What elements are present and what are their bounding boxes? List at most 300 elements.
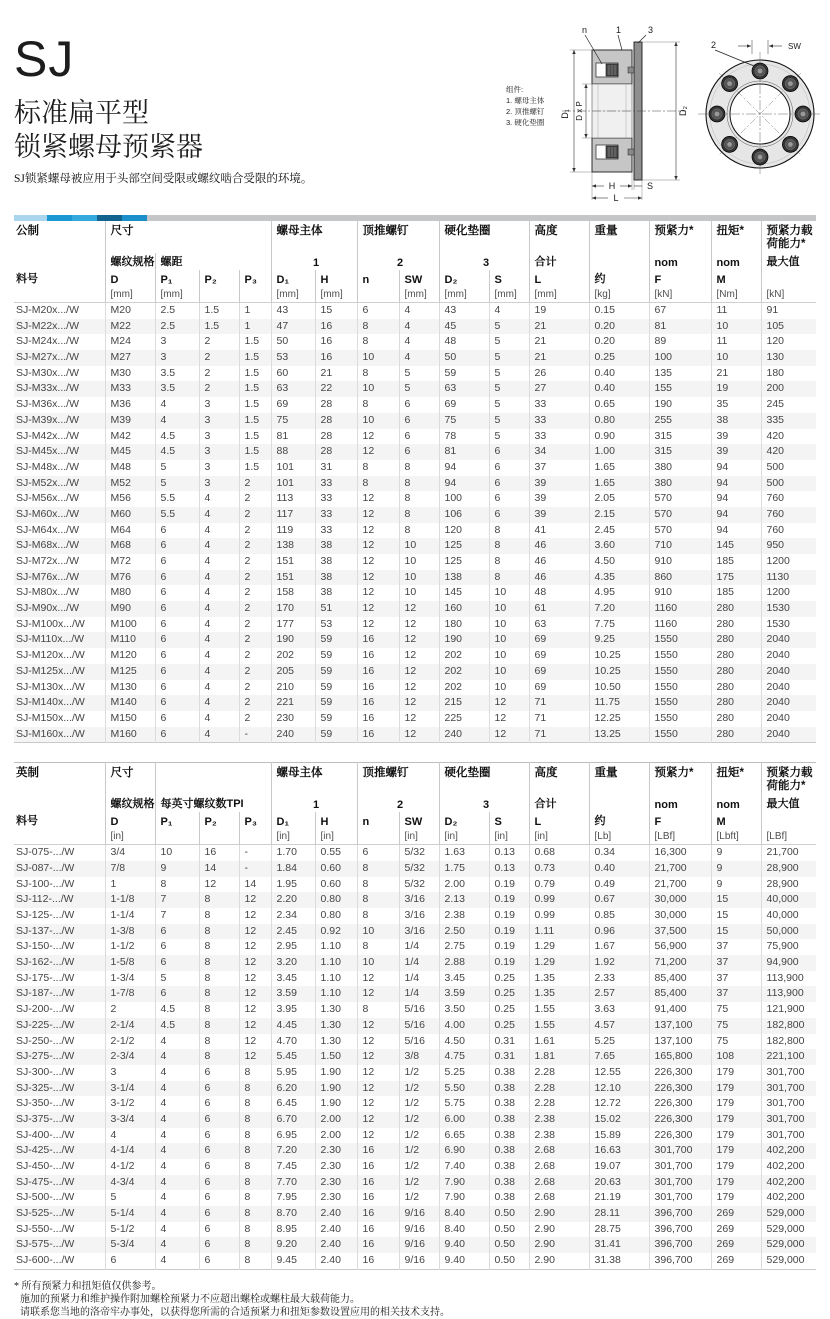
cell: 6 (155, 924, 199, 940)
sub-nom: nom (649, 253, 711, 270)
table-row (14, 892, 816, 908)
cell: M130 (105, 680, 155, 696)
cell: 2 (239, 648, 271, 664)
cell: 30,000 (649, 908, 711, 924)
cell: 1-3/8 (105, 924, 155, 940)
cell: 19.07 (589, 1159, 649, 1175)
cell: 89 (649, 334, 711, 350)
cell: 1200 (761, 554, 816, 570)
cell: 151 (271, 554, 315, 570)
cell: 240 (271, 727, 315, 743)
cell: 60 (271, 366, 315, 382)
cell: 1.30 (315, 1018, 357, 1034)
cell: 75 (711, 1034, 761, 1050)
cell: 46 (529, 538, 589, 554)
cell: 420 (761, 429, 816, 445)
cell: 6 (357, 303, 399, 319)
cell: 108 (711, 1049, 761, 1065)
col-P1: P₁ (155, 812, 199, 829)
cell: M24 (105, 334, 155, 350)
cell: 113,900 (761, 971, 816, 987)
cell: 4 (199, 523, 239, 539)
cell: 59 (439, 366, 489, 382)
sub-pitch: 螺距 (155, 253, 271, 270)
cell: 9.40 (439, 1237, 489, 1253)
cell: 0.38 (489, 1175, 529, 1191)
cell: 179 (711, 1065, 761, 1081)
cell: 12 (489, 727, 529, 743)
cell: 4 (199, 648, 239, 664)
cell: 2.40 (315, 1222, 357, 1238)
cell: 6 (199, 1175, 239, 1191)
cell: 0.73 (529, 861, 589, 877)
cell: 0.19 (489, 908, 529, 924)
cell: 1/2 (399, 1081, 439, 1097)
cell: 1.35 (529, 971, 589, 987)
table-row (14, 695, 816, 711)
cell: 81 (271, 429, 315, 445)
col-D1: D₁ (271, 812, 315, 829)
cell: 39 (711, 444, 761, 460)
col-L: L (529, 270, 589, 287)
cell: 67 (649, 303, 711, 319)
cell: 2.68 (529, 1159, 589, 1175)
cell: 2.5 (155, 303, 199, 319)
cell: M22 (105, 319, 155, 335)
cell: M160 (105, 727, 155, 743)
cell: 12 (489, 711, 529, 727)
cell: 10 (399, 570, 439, 586)
cell: 0.25 (489, 1002, 529, 1018)
cell: 3 (155, 350, 199, 366)
cell: M72 (105, 554, 155, 570)
diagram-label-sw: SW (788, 42, 801, 51)
cell: 12.25 (589, 711, 649, 727)
unit: [in] (399, 829, 439, 845)
cell: 59 (315, 664, 357, 680)
cell: SJ-M27x.../W (16, 351, 80, 364)
sub-nom: nom (711, 795, 761, 812)
cell: 6.70 (271, 1112, 315, 1128)
table-row (14, 908, 816, 924)
cell: 8 (357, 1002, 399, 1018)
cell: 1.90 (315, 1065, 357, 1081)
sub-tpi: 每英寸螺纹数TPI (155, 795, 271, 812)
cell: 0.80 (589, 413, 649, 429)
sub-item-2: 2 (357, 253, 439, 270)
cell: 151 (271, 570, 315, 586)
cell: 100 (439, 491, 489, 507)
cell: 5 (489, 413, 529, 429)
table-row (14, 350, 816, 366)
cell: 12 (357, 507, 399, 523)
cell: 5/32 (399, 877, 439, 893)
cell: 3.20 (271, 955, 315, 971)
cell: 120 (761, 334, 816, 350)
cell: 1.29 (529, 955, 589, 971)
cell: 177 (271, 617, 315, 633)
cell: 2.90 (529, 1206, 589, 1222)
cell: 63 (439, 381, 489, 397)
cell: 6 (199, 1128, 239, 1144)
cell: 38 (315, 554, 357, 570)
cell: 5-1/2 (105, 1222, 155, 1238)
cell: SJ-M120x.../W (16, 649, 85, 662)
cell: 4 (199, 695, 239, 711)
cell: 43 (271, 303, 315, 319)
cell: 6 (155, 648, 199, 664)
cell: SJ-M110x.../W (16, 633, 85, 646)
cell: 6 (155, 538, 199, 554)
cell: 6 (155, 617, 199, 633)
cell: 402,200 (761, 1143, 816, 1159)
cell: 0.85 (589, 908, 649, 924)
cell: 145 (711, 538, 761, 554)
cell: 4 (199, 632, 239, 648)
table-row (14, 632, 816, 648)
table-row (14, 1190, 816, 1206)
cell: 2 (199, 350, 239, 366)
cell: 2.34 (271, 908, 315, 924)
cell: SJ-500-.../W (16, 1191, 75, 1204)
sub-thread-spec: 螺纹规格 (105, 795, 155, 812)
cell: 280 (711, 632, 761, 648)
cell: 6.45 (271, 1096, 315, 1112)
cell: 301,700 (649, 1175, 711, 1191)
cell: SJ-175-.../W (16, 971, 75, 984)
cell: 59 (315, 711, 357, 727)
cell: 380 (649, 476, 711, 492)
cell: 12 (357, 1049, 399, 1065)
group-capacity: 预紧力载荷能力* (761, 763, 816, 796)
cell: 1/2 (399, 1143, 439, 1159)
unit: [kg] (589, 287, 649, 303)
cell: 6 (199, 1253, 239, 1269)
cell: SJ-M80x.../W (16, 586, 80, 599)
cell: 6 (399, 429, 439, 445)
cell: 100 (649, 350, 711, 366)
cell: 16 (315, 334, 357, 350)
cell: SJ-M100x.../W (16, 617, 85, 630)
cell: 37,500 (649, 924, 711, 940)
cell: SJ-350-.../W (16, 1097, 75, 1110)
cell: 38 (315, 585, 357, 601)
cell: 0.38 (489, 1128, 529, 1144)
cell: 3/8 (399, 1049, 439, 1065)
group-size: 尺寸 (105, 221, 271, 253)
cell: 59 (315, 648, 357, 664)
cell: 75 (711, 1002, 761, 1018)
unit: [mm] (315, 287, 357, 303)
cell: 8 (357, 939, 399, 955)
table-row (14, 680, 816, 696)
col-H: H (315, 812, 357, 829)
cell: 12 (357, 570, 399, 586)
cell: 37 (711, 955, 761, 971)
cell: 12 (399, 711, 439, 727)
cell: 1.55 (529, 1002, 589, 1018)
diagram-label-1: 1 (616, 25, 622, 35)
cell: 16.63 (589, 1143, 649, 1159)
col-S: S (489, 270, 529, 287)
cell: 10.25 (589, 648, 649, 664)
cell: 12 (357, 538, 399, 554)
cell: 202 (439, 680, 489, 696)
cell: SJ-M24x.../W (16, 335, 80, 348)
cell: 6 (155, 695, 199, 711)
cell: 6 (155, 601, 199, 617)
cell: 59 (315, 695, 357, 711)
cell: 0.20 (589, 319, 649, 335)
cell: 11.75 (589, 695, 649, 711)
cell: 94 (439, 476, 489, 492)
cell: SJ-112-.../W (16, 893, 74, 906)
cell: 8 (239, 1175, 271, 1191)
cell: 4 (199, 491, 239, 507)
cell: 1160 (649, 601, 711, 617)
sub-nom: nom (711, 253, 761, 270)
metric-table (14, 221, 816, 743)
cell: 2040 (761, 727, 816, 743)
cell: 22 (315, 381, 357, 397)
table-row (14, 491, 816, 507)
cell: 0.20 (589, 334, 649, 350)
cell: 7.40 (439, 1159, 489, 1175)
cell: 1.75 (439, 861, 489, 877)
cell: 6.20 (271, 1081, 315, 1097)
cell: 19 (711, 381, 761, 397)
cell: 16 (357, 632, 399, 648)
cell: 12 (239, 908, 271, 924)
cell: 12 (239, 986, 271, 1002)
cell: 8 (399, 507, 439, 523)
cell: M42 (105, 429, 155, 445)
cell: 2040 (761, 632, 816, 648)
cell: 860 (649, 570, 711, 586)
cell: 1550 (649, 727, 711, 743)
cell: 16 (357, 1253, 399, 1269)
cell: 12 (357, 1128, 399, 1144)
cell: 0.19 (489, 877, 529, 893)
cell: 4 (155, 1096, 199, 1112)
cell: 12 (239, 892, 271, 908)
cell: 10 (489, 585, 529, 601)
cell: 1/2 (399, 1190, 439, 1206)
cell: 6 (199, 1206, 239, 1222)
cell: SJ-M36x.../W (16, 398, 80, 411)
cell: 1.30 (315, 1034, 357, 1050)
cell: 0.49 (589, 877, 649, 893)
cell: 4 (199, 570, 239, 586)
table-row (14, 460, 816, 476)
cell: 12 (399, 601, 439, 617)
cell: 8 (399, 476, 439, 492)
cell: 1550 (649, 632, 711, 648)
cell: 21 (711, 366, 761, 382)
cell: 7.65 (589, 1049, 649, 1065)
cell: 570 (649, 507, 711, 523)
symbol-header-row (14, 270, 816, 287)
cell: 4.35 (589, 570, 649, 586)
cell: 1.10 (315, 939, 357, 955)
cell: 1550 (649, 648, 711, 664)
cell: 0.50 (489, 1222, 529, 1238)
cell: 1.5 (239, 397, 271, 413)
cell: 6 (489, 491, 529, 507)
cell: 1.30 (315, 1002, 357, 1018)
cell: 1.81 (529, 1049, 589, 1065)
cell: 0.25 (489, 1018, 529, 1034)
cell: 28 (315, 444, 357, 460)
accent-segment (47, 215, 72, 221)
cell: 165,800 (649, 1049, 711, 1065)
cell: 9 (711, 877, 761, 893)
cell: 2.90 (529, 1222, 589, 1238)
cell: 1-5/8 (105, 955, 155, 971)
cell: 1.70 (271, 845, 315, 861)
cell: 2.45 (589, 523, 649, 539)
unit: [in] (271, 829, 315, 845)
cell: SJ-125-.../W (16, 909, 75, 922)
cell: 2.40 (315, 1253, 357, 1269)
table-row (14, 444, 816, 460)
cell: 37 (711, 939, 761, 955)
cell: 1.5 (199, 319, 239, 335)
cell: 4 (155, 1143, 199, 1159)
cell: 8 (239, 1237, 271, 1253)
diagram-label-2: 2 (711, 40, 717, 50)
cell: 301,700 (649, 1159, 711, 1175)
cell: 4-1/2 (105, 1159, 155, 1175)
cell: 402,200 (761, 1175, 816, 1191)
group-capacity: 预紧力载荷能力* (761, 221, 816, 253)
cell: 51 (315, 601, 357, 617)
cell: 21 (529, 319, 589, 335)
cell: 179 (711, 1128, 761, 1144)
cell: 145 (439, 585, 489, 601)
table-row (14, 366, 816, 382)
cell: 1550 (649, 695, 711, 711)
table-row (14, 986, 816, 1002)
cell: 9/16 (399, 1222, 439, 1238)
cell: - (239, 727, 271, 743)
col-D2: D₂ (439, 270, 489, 287)
cell: 8 (199, 1018, 239, 1034)
cell: 61 (529, 601, 589, 617)
diagram-label-d1: D₁ (560, 109, 570, 119)
cell: SJ-M56x.../W (16, 492, 80, 505)
table-row (14, 648, 816, 664)
cell: 2 (239, 538, 271, 554)
group-weight: 重量 (589, 763, 649, 796)
cell: 81 (649, 319, 711, 335)
cell: SJ-100-.../W (16, 877, 75, 890)
units-header-row (14, 829, 816, 845)
cell: 6 (105, 1253, 155, 1269)
cell: 0.99 (529, 908, 589, 924)
cell: 2.75 (439, 939, 489, 955)
cell: 2 (239, 491, 271, 507)
cell: 8.40 (439, 1222, 489, 1238)
cell: 6 (199, 1237, 239, 1253)
table-row (14, 924, 816, 940)
cell: 12 (357, 491, 399, 507)
cell: 190 (271, 632, 315, 648)
table-row (14, 1018, 816, 1034)
cell: 255 (649, 413, 711, 429)
product-description: SJ锁紧螺母被应用于头部空间受限或螺纹啮合受限的环境。 (14, 173, 313, 185)
cell: 2 (199, 366, 239, 382)
cell: 8 (199, 1034, 239, 1050)
cell: 0.38 (489, 1081, 529, 1097)
cell: 4 (155, 1081, 199, 1097)
cell: 119 (271, 523, 315, 539)
cell: 28.75 (589, 1222, 649, 1238)
col-approx: 约 (589, 270, 649, 287)
unit: [mm] (105, 287, 155, 303)
cell: 10 (489, 632, 529, 648)
cell: 7.45 (271, 1159, 315, 1175)
cell: 33 (529, 413, 589, 429)
cell: SJ-M64x.../W (16, 523, 80, 536)
cell: 40,000 (761, 908, 816, 924)
cell: 1/2 (399, 1112, 439, 1128)
table-row (14, 877, 816, 893)
cell: 0.50 (489, 1206, 529, 1222)
cell: SJ-087-.../W (16, 861, 75, 874)
units-header-row (14, 287, 816, 303)
cell: 301,700 (761, 1128, 816, 1144)
sub-item-1: 1 (271, 795, 357, 812)
cell: 8 (199, 986, 239, 1002)
cell: 113 (271, 491, 315, 507)
cell: 182,800 (761, 1018, 816, 1034)
cell: M30 (105, 366, 155, 382)
cell: 1.5 (239, 444, 271, 460)
accent-segment (14, 215, 47, 221)
sub-max: 最大值 (761, 795, 816, 812)
cell: 4.50 (439, 1034, 489, 1050)
cell: 5.25 (589, 1034, 649, 1050)
cell: 1.00 (589, 444, 649, 460)
col-part-no: 料号 (16, 815, 38, 828)
cell: 6 (155, 986, 199, 1002)
cell: 8 (199, 892, 239, 908)
cell: 1200 (761, 585, 816, 601)
cell: 2.05 (589, 491, 649, 507)
table-row (14, 1143, 816, 1159)
table-row (14, 1065, 816, 1081)
cell: 33 (315, 507, 357, 523)
cell: 4 (399, 319, 439, 335)
table-row (14, 845, 816, 861)
cell: 1.35 (529, 986, 589, 1002)
cell: 5.95 (271, 1065, 315, 1081)
cell: 1.10 (315, 971, 357, 987)
cell: 5/16 (399, 1018, 439, 1034)
cell: 10 (711, 350, 761, 366)
cell: 35 (711, 397, 761, 413)
cell: 12 (357, 554, 399, 570)
cell: SJ-M68x.../W (16, 539, 80, 552)
cell: 8 (239, 1096, 271, 1112)
cell: M110 (105, 632, 155, 648)
cell: 27 (529, 381, 589, 397)
table-row (14, 523, 816, 539)
cell: 1/2 (399, 1128, 439, 1144)
cell: 12 (357, 1065, 399, 1081)
group-set-screw: 顶推螺钉 (357, 763, 439, 796)
